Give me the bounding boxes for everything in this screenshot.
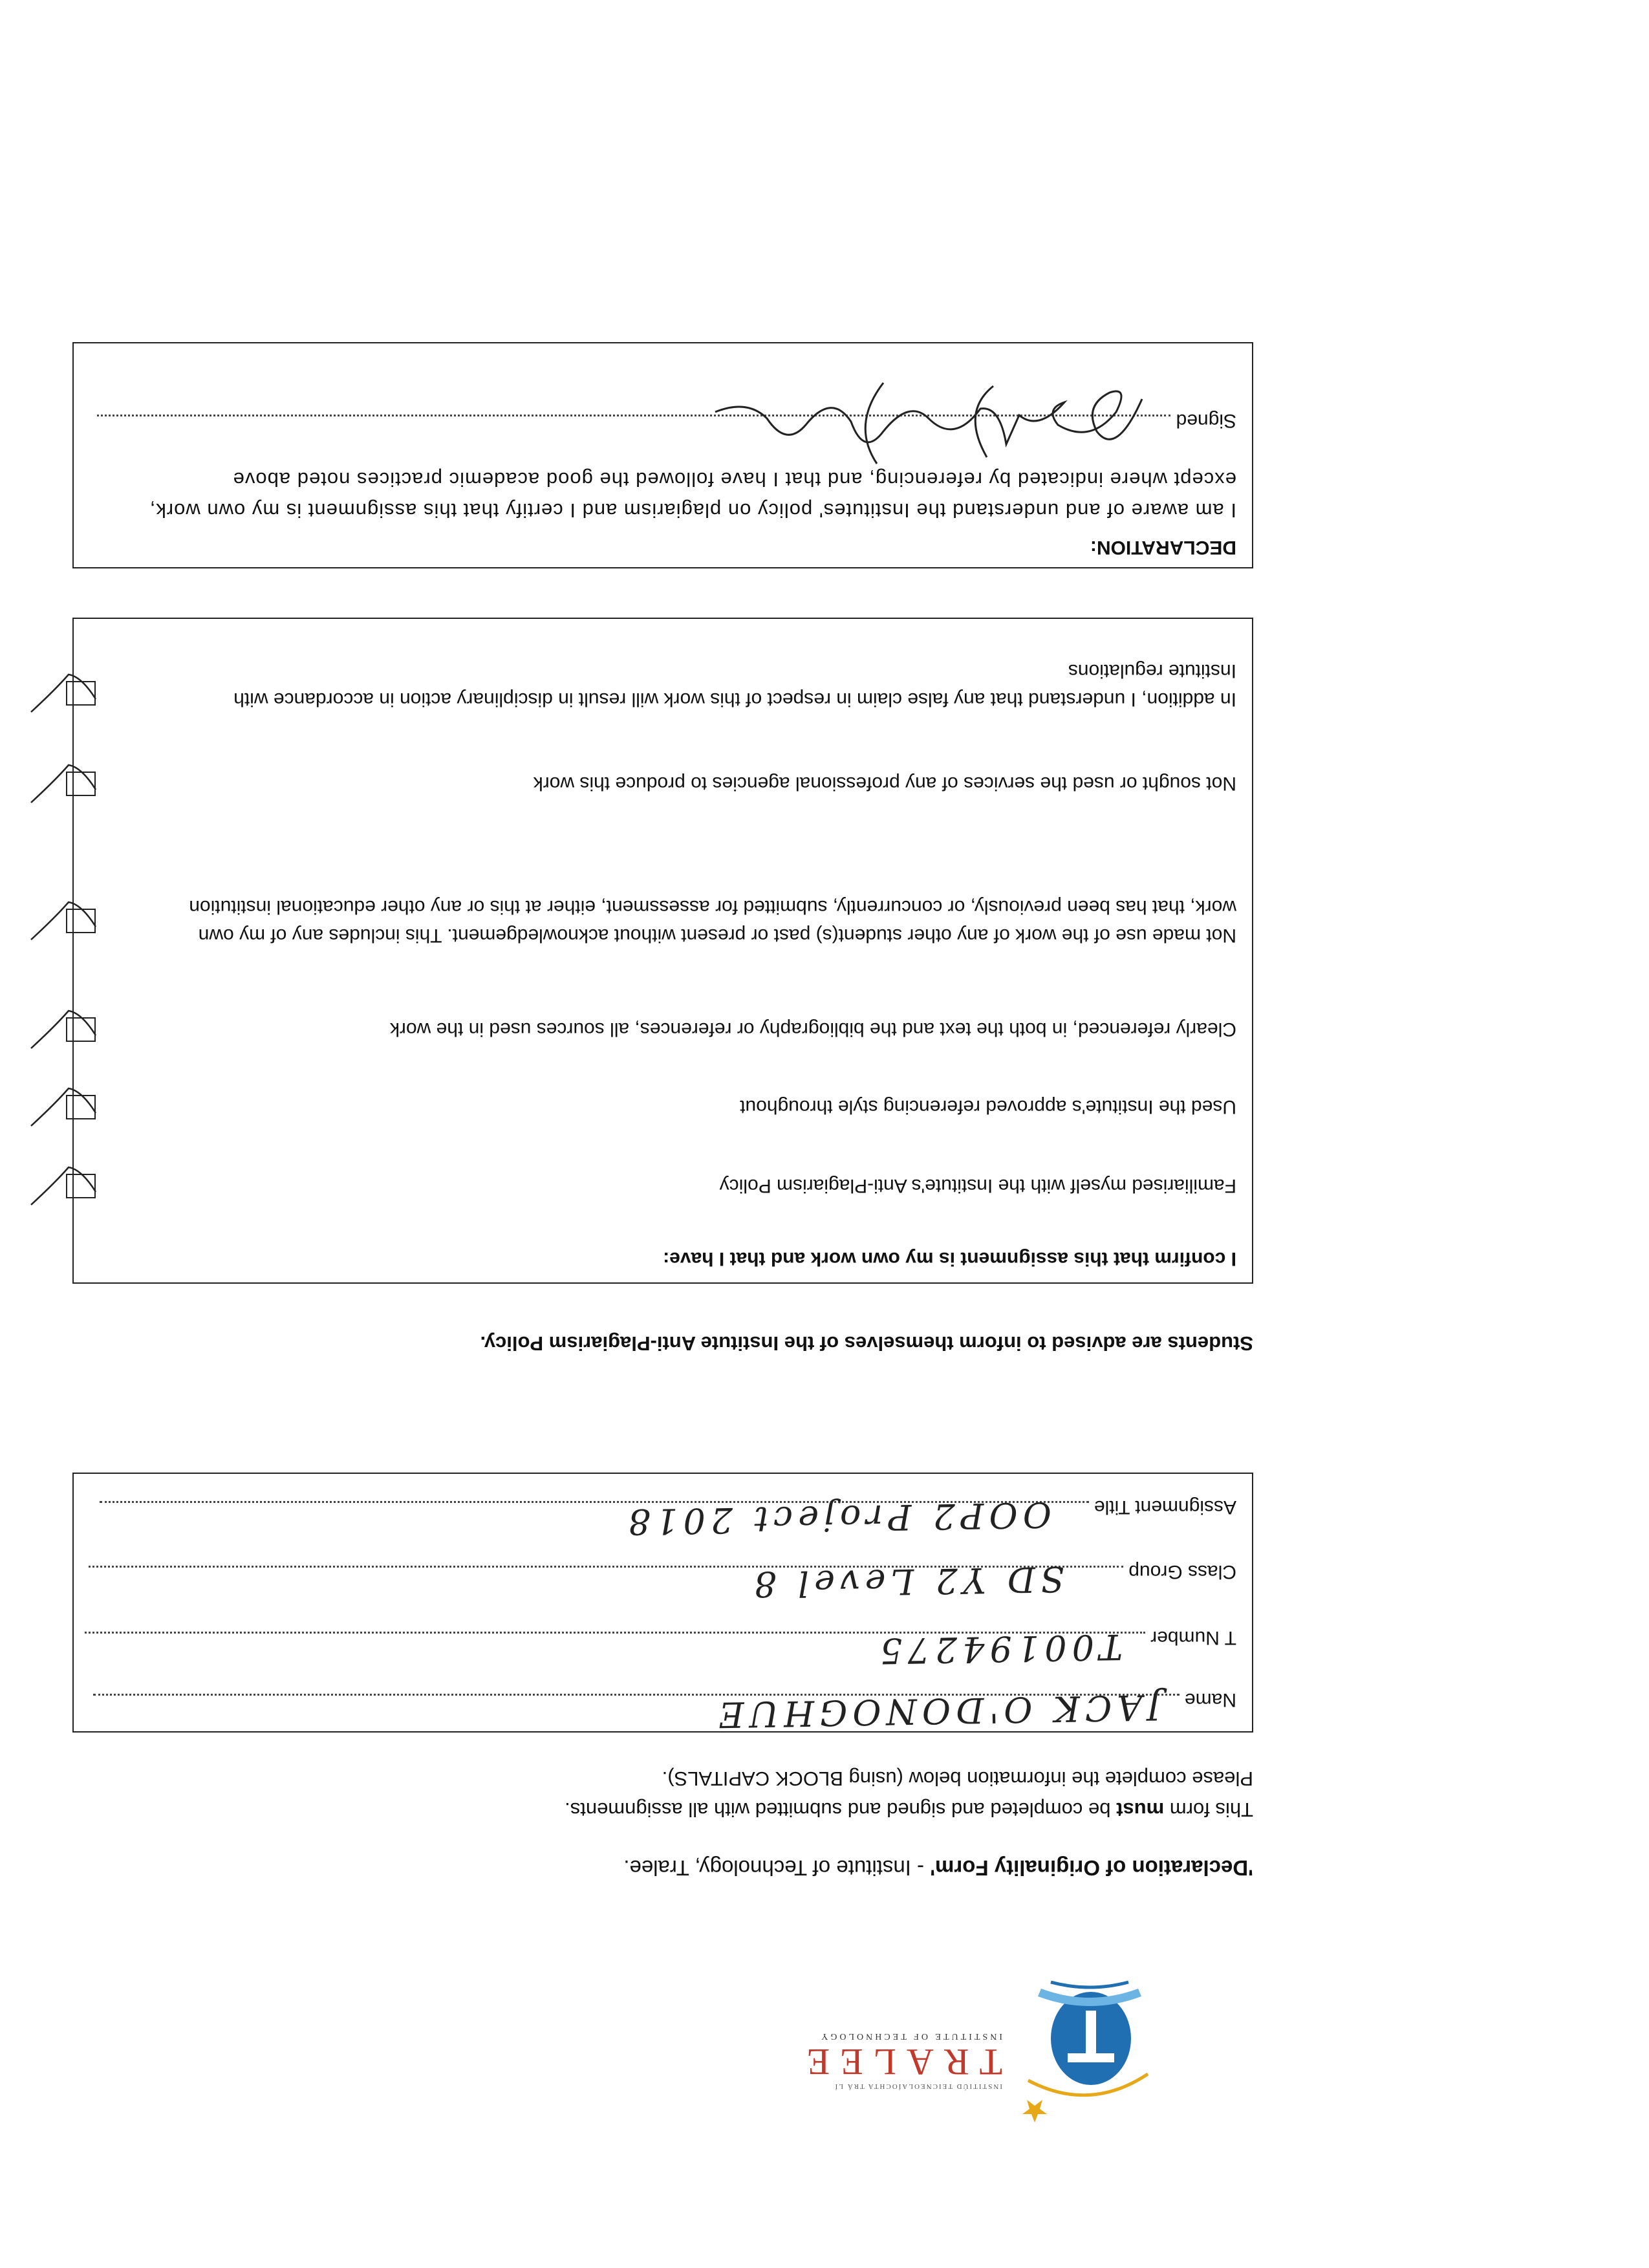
name-label: Name bbox=[1184, 1689, 1236, 1711]
logo-english-name: INSTITUTE OF TECHNOLOGY bbox=[819, 2031, 1002, 2041]
handwritten-signature bbox=[689, 380, 1155, 470]
tnumber-value: T00194275 bbox=[874, 1626, 1123, 1672]
declaration-box bbox=[72, 342, 1253, 568]
form-title: 'Declaration of Originality Form' bbox=[930, 1856, 1253, 1880]
assignment-title-label: Assignment Title bbox=[1094, 1496, 1236, 1518]
logo-irish-name: INSTITIÚD TEICNEOLAÍOCHTA TRÁ LÍ bbox=[834, 2082, 1002, 2090]
assignment-title-value: OOP2 Project 2018 bbox=[623, 1494, 1052, 1542]
name-value: JACK O'DONOGHUE bbox=[713, 1686, 1162, 1736]
confirmation-title: I confirm that this assignment is my own work and that I have: bbox=[663, 1248, 1236, 1269]
institute-logo bbox=[796, 1951, 1167, 2152]
declaration-title: DECLARATION: bbox=[1090, 537, 1236, 558]
confirm-item-other-students: Not made use of the work of any other student(s) past or present without acknowledgement. This includes any of my own work, that has been previously, or concurrently, submitted for assessment, either at this or any other educational institution bbox=[189, 896, 1236, 946]
tralee-emblem-icon bbox=[1012, 1958, 1167, 2152]
form-institute: - Institute of Technology, Tralee. bbox=[623, 1856, 931, 1880]
confirm-item-agencies: Not sought or used the services of any professional agencies to produce this work bbox=[533, 773, 1236, 794]
signed-label: Signed bbox=[1176, 410, 1236, 431]
form-instructions bbox=[565, 1763, 1253, 1825]
form-heading bbox=[623, 1855, 1253, 1880]
student-details-box bbox=[72, 1473, 1253, 1736]
checkmark-icon bbox=[30, 894, 107, 953]
logo-name: TRALEE bbox=[796, 2041, 1002, 2083]
checkmark-icon bbox=[30, 757, 107, 815]
checkmark-icon bbox=[30, 1003, 107, 1061]
tnumber-label: T Number bbox=[1150, 1627, 1236, 1648]
confirm-item-policy: Familiarised myself with the Institute's Anti-Plagiarism Policy bbox=[719, 1175, 1236, 1196]
confirm-item-false-claim: In addition, I understand that any false claim in respect of this work will result in disciplinary action in accordance with Institute regulations bbox=[233, 660, 1236, 710]
logo-wordmark bbox=[797, 2031, 1002, 2090]
instruction-line-1: This form must be completed and signed and submitted with all assignments. bbox=[565, 1798, 1253, 1821]
confirmation-box bbox=[72, 618, 1253, 1284]
class-group-value: SD Y2 Level 8 bbox=[748, 1558, 1065, 1605]
confirm-item-sources: Clearly referenced, in both the text and the bibliography or references, all sources used in the work bbox=[389, 1019, 1236, 1040]
checkmark-icon bbox=[30, 1160, 107, 1218]
confirm-item-referencing-style: Used the Institute's approved referencing style throughout bbox=[740, 1096, 1236, 1118]
class-group-label: Class Group bbox=[1128, 1561, 1236, 1582]
checkmark-icon bbox=[30, 1081, 107, 1139]
declaration-text: I am aware of and understand the Institutes' policy on plagiarism and I certify that this assignment is my own work, except where indicated by referencing, and that I have followed the good academic practices noted above bbox=[149, 468, 1236, 522]
policy-advice: Students are advised to inform themselves of the Institute Anti-Plagiarism Policy. bbox=[480, 1332, 1253, 1355]
checkmark-icon bbox=[30, 667, 107, 725]
instruction-line-2: Please complete the information below (using BLOCK CAPITALS). bbox=[662, 1767, 1253, 1790]
